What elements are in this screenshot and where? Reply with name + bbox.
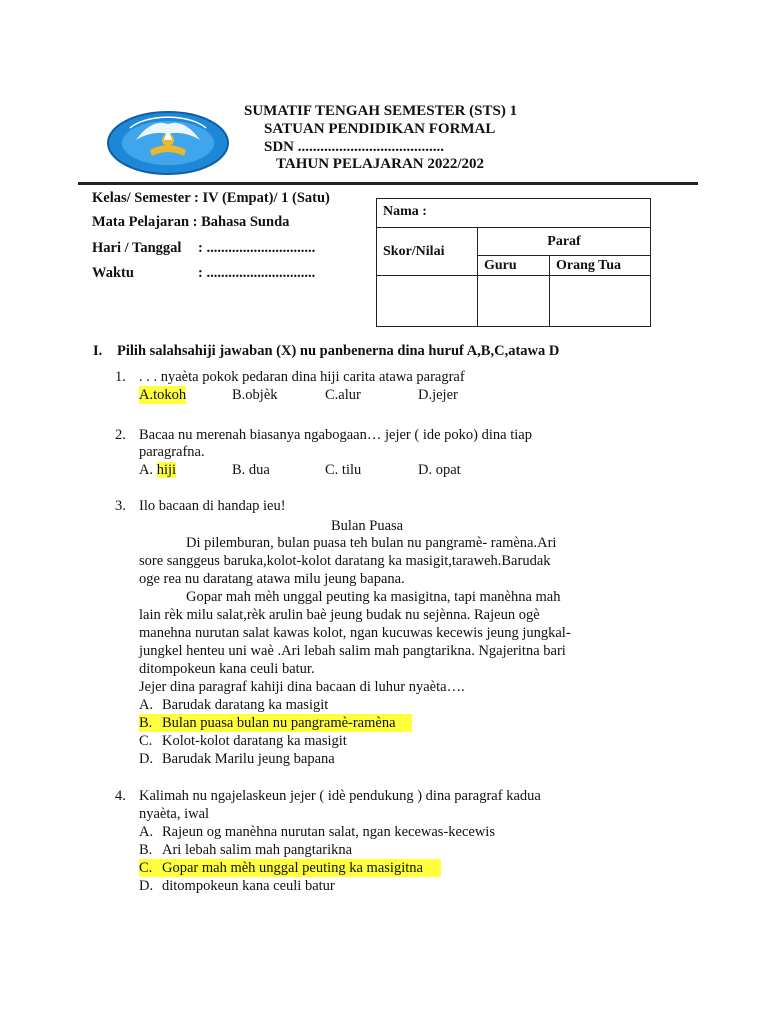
q4-option-d-label: D. xyxy=(139,878,154,894)
section-title: Pilih salahsahiji jawaban (X) nu panbenerna dina huruf A,B,C,atawa D xyxy=(117,343,560,359)
q3-intro: Ilo bacaan di handap ieu! xyxy=(139,498,286,514)
tut-wuri-handayani-logo xyxy=(106,110,230,176)
q3-option-a-label: A. xyxy=(139,697,154,713)
q2-text-line1: Bacaa nu merenah biasanya ngabogaan… jejer ( ide poko) dina tiap xyxy=(139,427,532,443)
q2-option-d: D. opat xyxy=(418,462,461,478)
score-box xyxy=(376,198,651,327)
q4-option-b: Ari lebah salim mah pangtarikna xyxy=(162,842,353,858)
q2-option-a xyxy=(139,461,176,479)
q3-question: Jejer dina paragraf kahiji dina bacaan di luhur nyaèta…. xyxy=(139,679,465,695)
q4-option-a-label: A. xyxy=(139,824,154,840)
header-divider xyxy=(78,182,698,185)
q3-option-a: Barudak daratang ka masigit xyxy=(162,697,329,713)
q2-option-a-text: hiji xyxy=(156,462,177,478)
q3-option-b xyxy=(139,714,412,732)
header-year: TAHUN PELAJARAN 2022/202 xyxy=(276,156,485,172)
info-hari-label: Hari / Tanggal xyxy=(92,240,182,256)
q4-text-line1: Kalimah nu ngajelaskeun jejer ( idè pendukung ) dina paragraf kadua xyxy=(139,788,541,804)
header-school: SDN ....................................... xyxy=(264,139,445,155)
nama-field: Nama : xyxy=(377,199,651,228)
q3-number: 3. xyxy=(115,498,126,514)
header-subtitle: SATUAN PENDIDIKAN FORMAL xyxy=(264,121,496,137)
orang-tua-label: Orang Tua xyxy=(550,256,651,276)
story-line: sore sanggeus baruka,kolot-kolot daratang ka masigit,taraweh.Barudak xyxy=(139,553,551,569)
q1-option-a: A.tokoh xyxy=(139,387,187,403)
section-number: I. xyxy=(93,343,103,359)
q4-option-d: ditompokeun kana ceuli batur xyxy=(162,878,335,894)
q1-number: 1. xyxy=(115,369,126,385)
q2-number: 2. xyxy=(115,427,126,443)
q4-text-line2: nyaèta, iwal xyxy=(139,806,210,822)
q3-option-b-text: Bulan puasa bulan nu pangramè-ramèna xyxy=(162,715,396,731)
q3-option-d-label: D. xyxy=(139,751,154,767)
story-line: oge rea nu daratang atawa milu jeung bapana. xyxy=(139,571,405,587)
q4-option-c-label: C. xyxy=(139,860,153,876)
q4-number: 4. xyxy=(115,788,126,804)
info-waktu-label: Waktu xyxy=(92,265,134,281)
q2-option-a-label: A. xyxy=(139,462,157,478)
story-line: manehna nurutan salat kawas kolot, ngan kucuwas kecewis jeung jungkal- xyxy=(139,625,571,641)
q3-option-d: Barudak Marilu jeung bapana xyxy=(162,751,335,767)
q3-option-b-label: B. xyxy=(139,715,153,731)
q1-text: . . . nyaèta pokok pedaran dina hiji carita atawa paragraf xyxy=(139,369,465,385)
story-line: Gopar mah mèh unggal peuting ka masigitna, tapi manèhna mah xyxy=(186,589,561,605)
story-line: ditompokeun kana ceuli batur. xyxy=(139,661,315,677)
q1-option-b: B.objèk xyxy=(232,387,278,403)
paraf-label: Paraf xyxy=(478,228,651,256)
story-title: Bulan Puasa xyxy=(331,518,404,534)
guru-cell xyxy=(478,276,550,327)
q2-text-line2: paragrafna. xyxy=(139,444,205,460)
q4-option-c-text: Gopar mah mèh unggal peuting ka masigitna xyxy=(162,860,423,876)
q3-option-c-label: C. xyxy=(139,733,153,749)
q4-option-c xyxy=(139,859,441,877)
story-line: Di pilemburan, bulan puasa teh bulan nu pangramè- ramèna.Ari xyxy=(186,535,557,551)
q2-option-b: B. dua xyxy=(232,462,270,478)
q4-option-b-label: B. xyxy=(139,842,153,858)
orang-tua-cell xyxy=(550,276,651,327)
info-hari-value: : .............................. xyxy=(198,240,316,256)
q1-option-d: D.jejer xyxy=(418,387,458,403)
info-waktu-value: : .............................. xyxy=(198,265,316,281)
q3-option-c: Kolot-kolot daratang ka masigit xyxy=(162,733,347,749)
skor-cell xyxy=(377,276,478,327)
q4-option-a: Rajeun og manèhna nurutan salat, ngan kecewas-kecewis xyxy=(162,824,495,840)
q1-option-c: C.alur xyxy=(325,387,361,403)
skor-label: Skor/Nilai xyxy=(377,228,478,276)
header-title: SUMATIF TENGAH SEMESTER (STS) 1 xyxy=(244,103,518,119)
guru-label: Guru xyxy=(478,256,550,276)
info-mapel: Mata Pelajaran : Bahasa Sunda xyxy=(92,214,290,230)
q2-option-c: C. tilu xyxy=(325,462,362,478)
story-line: jungkel henteu uni waè .Ari lebah salim mah pangtarikna. Ngajeritna bari xyxy=(139,643,566,659)
story-line: lain rèk milu salat,rèk arulin baè jeung budak nu sejènna. Rajeun ogè xyxy=(139,607,540,623)
info-kelas: Kelas/ Semester : IV (Empat)/ 1 (Satu) xyxy=(92,190,330,206)
